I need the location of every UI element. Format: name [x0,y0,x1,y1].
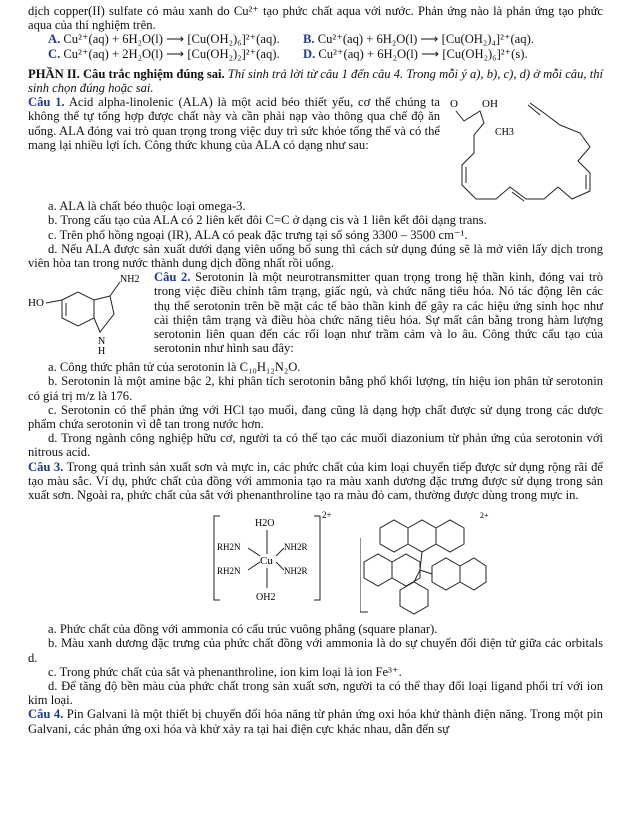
cu-h2o-top-label: H2O [254,518,274,530]
serotonin-n-label: N [98,336,106,348]
q1-b: b. Trong cấu tạo của ALA có 2 liên kết đôi C=C ở dạng cis và 1 liên kết đôi dạng trans. [48,213,487,228]
q2-block [28,270,603,360]
cu-rh2n-top-label: RH2N [216,542,241,553]
cu-rh2n-bot-label: RH2N [216,566,241,577]
q3-d: d. Để tăng độ bền màu của phức chất trong sản xuất sơn, người ta có thể thay đổi loại ligand phối trí với ion kim loại. [28,679,603,708]
q4-text: Pin Galvani là một thiết bị chuyển đổi hóa năng từ phản ứng oxi hóa khử thành điện năng. Trong một pin Galvani, các phản ứng oxi hóa và khử xảy ra tại hai điện cực khác nhau, dẫn đến sự [28,707,603,736]
ala-oh-label: OH [482,98,498,111]
options-row-2 [28,47,603,61]
option-d: Cu²⁺(aq) + 6H₂O(l) ⟶ [Cu(OH₂)₆]²⁺(s). [318,46,528,61]
cu-nh2r-top-label: NH2R [283,542,308,553]
serotonin-structure-figure [28,270,154,360]
ala-o-label: O [450,98,458,111]
part2-title: PHẦN II. Câu trắc nghiệm đúng sai. [28,66,225,81]
iron-phenanthroline-complex-figure [360,508,490,618]
ala-ch3-label: CH3 [495,127,514,139]
q4-label: Câu 4. [28,707,64,722]
q1-d: d. Nếu ALA được sản xuất dưới dạng viên uống bổ sung thì cách sử dụng đúng sẽ là mở viên lấy dịch trong viên hòa tan trong nước thành dung dịch đồng nhất rồi uống. [28,241,603,271]
cu-nh2r-bot-label: NH2R [283,566,308,577]
q1-block [28,95,603,207]
q3-b: b. Màu xanh dương đặc trưng của phức chất đồng với ammonia là do sự chuyển đổi điện tử giữa các orbitals d. [28,636,603,665]
q3-c: c. Trong phức chất của sắt và phenanthroline, ion kim loại là ion Fe³⁺. [48,664,402,679]
option-b-label: B. [303,32,315,47]
q3-label: Câu 3. [28,459,64,474]
option-a: Cu²⁺(aq) + 6H₂O(l) ⟶ [Cu(OH₂)₆]²⁺(aq). [63,32,280,47]
ala-structure-figure [440,95,600,207]
fe-charge-label: 2+ [479,511,489,521]
option-a-label: A. [48,32,61,47]
cu-charge-label: 2+ [321,510,332,521]
serotonin-ho-label: HO [28,297,44,310]
cu-h2o-bot-label: OH2 [255,592,275,604]
q3-a: a. Phức chất của đồng với ammonia có cấu trúc vuông phẳng (square planar). [48,622,438,637]
cu-center-label: Cu [259,555,273,568]
q2-label: Câu 2. [154,270,191,285]
q2-b: b. Serotonin là một amine bậc 2, khi phân tích serotonin bằng phổ khối lượng, tín hiệu ion phân tử serotonin có giá trị m/z là 176. [28,374,603,403]
q2-a: a. Công thức phân tử của serotonin là C₁₀H₁₂N₂O. [48,360,301,375]
option-b: Cu²⁺(aq) + 6H₂O(l) ⟶ [Cu(OH₂)₄]²⁺(aq). [317,32,534,47]
complex-figures [98,508,603,618]
q3-text: Trong quá trình sản xuất sơn và mực in, các phức chất của kim loại chuyển tiếp được sử dụng rộng rãi để tạo màu sắc. Ví dụ, phức chất của đồng với ammonia tạo ra màu xanh dương đặc trưng được sử dụng trong sản xuất sơn. Ngoài ra, phức chất của sắt với phenanthroline tạo ra màu đỏ cam, thường được dùng trong mực in. [28,459,604,503]
options-row-1 [28,32,603,46]
serotonin-h-label: H [98,346,106,358]
q1-c: c. Trên phổ hồng ngoại (IR), ALA có peak đặc trưng tại số sóng 3300 – 3500 cm⁻¹. [48,227,468,242]
q2-c: c. Serotonin có thể phản ứng với HCl tạo muối, đang cũng là dạng hợp chất được sử dụng trong các dược phẩm chứa serotonin vì dễ tan trong nước hơn. [28,402,603,432]
intro-line: dịch copper(II) sulfate có màu xanh do Cu²⁺ tạo phức chất aqua với nước. Phản ứng nào là phản ứng tạo phức aqua của thí nghiệm trên. [28,4,603,33]
q1-label: Câu 1. [28,95,65,110]
q1-a: a. ALA là chất béo thuộc loại omega-3. [48,199,246,214]
option-c-label: C. [48,46,61,61]
serotonin-nh2-label: NH2 [120,274,140,286]
q1-text: Acid alpha-linolenic (ALA) là một acid béo thiết yếu, cơ thể chúng ta không thể tự tổng hợp được chất này và cần phải nạp vào thông qua chế độ ăn uống. ALA đóng vai trò quan trọng trong việc duy trì sức khỏe tổng thể và có thể mang lại nhiều lợi ích. Công thức khung của ALA có dạng như sau: [28,95,440,152]
copper-ammine-complex-figure [212,508,332,608]
part2-instructions: Thí sinh trả lời từ câu 1 đến câu 4. Trong mỗi ý a), b), c), d) ở mỗi câu, thí sinh chọn đúng hoặc sai. [28,66,603,96]
q2-text: Serotonin là một neurotransmitter quan trọng trong hệ thần kinh, đóng vai trò trong việc điều chỉnh tâm trạng, giấc ngủ, và chức năng tiêu hóa. Nó tác động lên các thụ thể serotonin trên bề mặt các tế bào thần kinh để gây ra các hiệu ứng sinh học như cải thiện tâm trạng và điều hòa chức năng tiêu hóa. Sự mất cân bằng trong hàm lượng serotonin liên quan đến các rối loạn như trầm cảm và lo âu. Công thức cấu tạo của serotonin như hình sau đây: [154,270,603,356]
q2-d: d. Trong ngành công nghiệp hữu cơ, người ta có thể tạo các muối diazonium từ phản ứng của serotonin với nitrous acid. [28,431,603,460]
document-page [28,4,603,736]
option-c: Cu²⁺(aq) + 2H₂O(l) ⟶ [Cu(OH₂)₂]²⁺(aq). [63,46,280,61]
option-d-label: D. [303,46,316,61]
